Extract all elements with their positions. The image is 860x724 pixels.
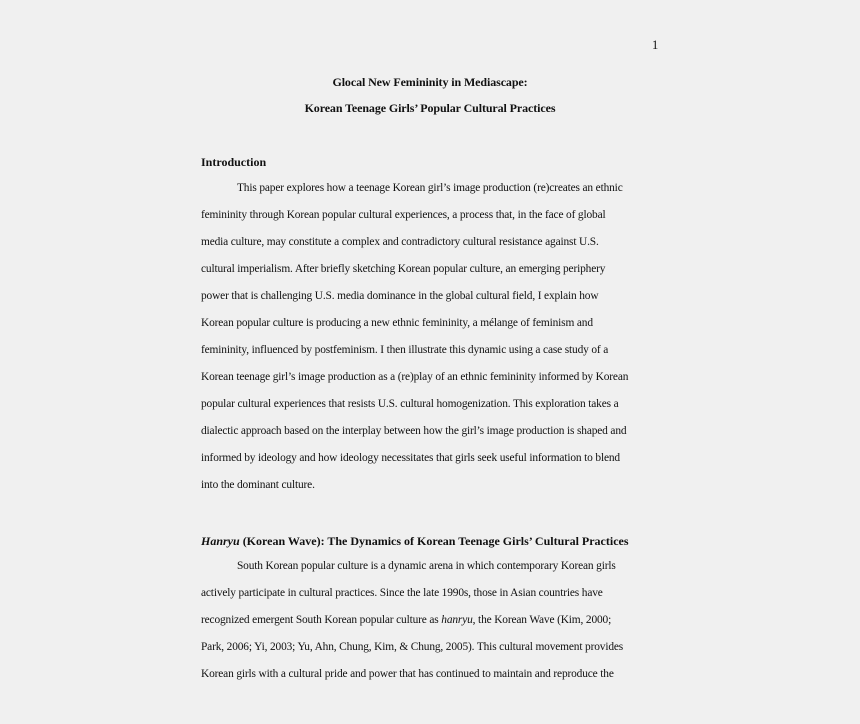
paragraph-line xyxy=(201,614,611,626)
paragraph-line: cultural imperialism. After briefly sketching Korean popular culture, an emerging periphery xyxy=(201,263,606,275)
paper-title-line-2: Korean Teenage Girls’ Popular Cultural Practices xyxy=(304,101,556,115)
line-text: , the Korean Wave (Kim, 2000; xyxy=(472,614,612,626)
paragraph-line: This paper explores how a teenage Korean girl’s image production (re)creates an ethnic xyxy=(237,182,623,194)
paragraph-line: femininity, influenced by postfeminism. I then illustrate this dynamic using a case study of a xyxy=(201,344,609,356)
paragraph-line: power that is challenging U.S. media dominance in the global cultural field, I explain how xyxy=(201,290,599,302)
section-heading-hanryu xyxy=(201,534,629,549)
line-text: recognized emergent South Korean popular culture as xyxy=(201,614,442,626)
paragraph-line: informed by ideology and how ideology necessitates that girls seek useful information to blend xyxy=(201,452,620,464)
paragraph-line: popular cultural experiences that resists U.S. cultural homogenization. This exploration takes a xyxy=(201,398,619,410)
paragraph-line: Korean teenage girl’s image production as a (re)play of an ethnic femininity informed by Korean xyxy=(201,371,629,383)
paragraph-line: into the dominant culture. xyxy=(201,479,315,491)
heading-text: (Korean Wave): The Dynamics of Korean Teenage Girls’ Cultural Practices xyxy=(239,534,629,548)
paragraph-line: Korean popular culture is producing a new ethnic femininity, a mélange of feminism and xyxy=(201,317,593,329)
page-number: 1 xyxy=(652,38,659,52)
italic-term: hanryu xyxy=(441,614,473,626)
paragraph-line: femininity through Korean popular cultural experiences, a process that, in the face of global xyxy=(201,209,606,221)
paragraph-line: media culture, may constitute a complex and contradictory cultural resistance against U.S. xyxy=(201,236,599,248)
paragraph-line: dialectic approach based on the interplay between how the girl’s image production is shaped and xyxy=(201,425,627,437)
heading-italic-term: Hanryu xyxy=(201,534,240,548)
paragraph-line: South Korean popular culture is a dynamic arena in which contemporary Korean girls xyxy=(237,560,616,572)
paragraph-line: actively participate in cultural practices. Since the late 1990s, those in Asian countries have xyxy=(201,587,603,599)
paper-title-line-1: Glocal New Femininity in Mediascape: xyxy=(332,75,528,89)
paragraph-line: Park, 2006; Yi, 2003; Yu, Ahn, Chung, Kim, & Chung, 2005). This cultural movement provides xyxy=(201,641,624,653)
paragraph-line: Korean girls with a cultural pride and power that has continued to maintain and reproduce the xyxy=(201,668,614,680)
section-heading-introduction: Introduction xyxy=(201,155,267,169)
